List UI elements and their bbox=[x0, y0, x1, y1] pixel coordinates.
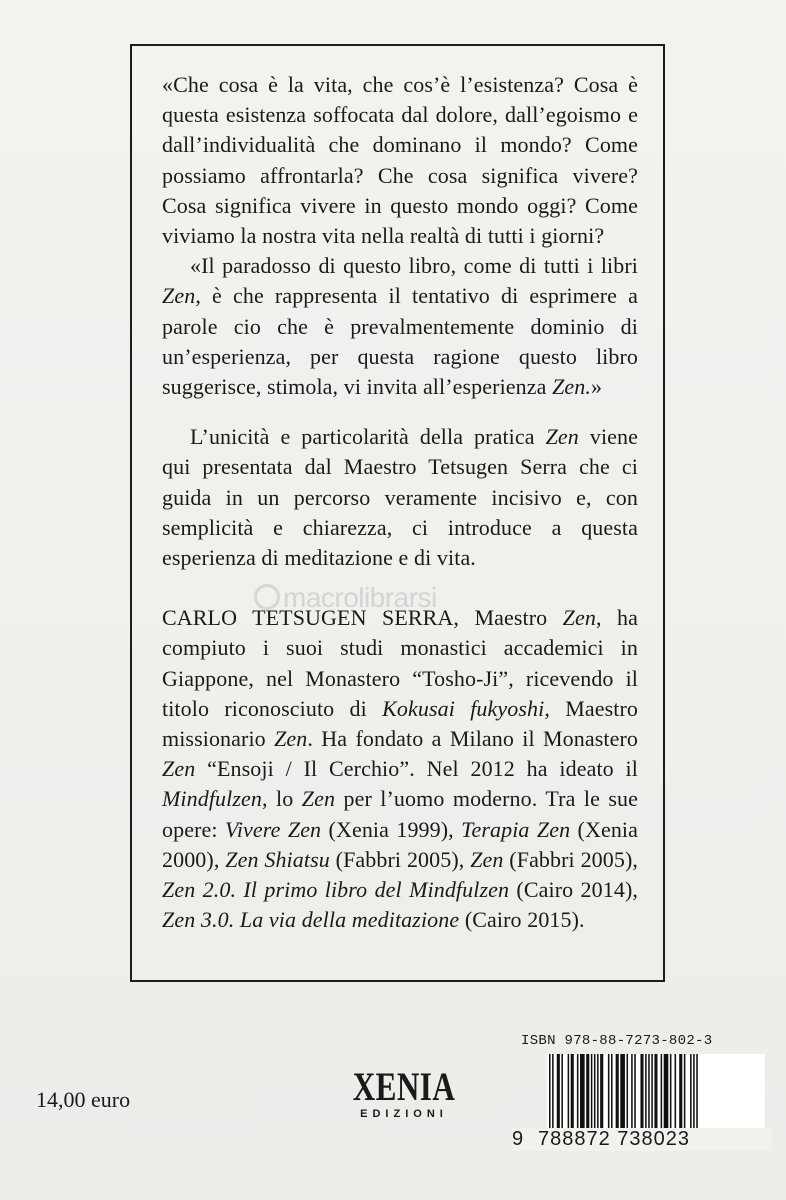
blurb-paragraph-1: «Che cosa è la vita, che cos’è l’esistenza? Cosa è questa esistenza soffocata dal dolore, dall’egoismo e dall’individualità che dominano il mondo? Come possiamo affrontarla? Che cosa significa vivere? Cosa significa vivere in questo mondo oggi? Come viviamo la nostra vita nella realtà di tutti i giorni? bbox=[162, 72, 638, 249]
blurb-paragraph-3: L’unicità e particolarità della pratica Zen viene qui presentata dal Maestro Tetsugen Serra che ci guida in un percorso veramente incisivo e, con semplicità e chiarezza, ci introduce a questa esperienza di meditazione e di vita. bbox=[162, 424, 638, 571]
author-bio: CARLO TETSUGEN SERRA, Maestro Zen, ha compiuto i suoi studi monastici accademici in Giappone, nel Monastero “Tosho-Ji”, ricevendo il titolo riconosciuto di Kokusai fukyoshi, Maestro missionario Zen. Ha fondato a Milano il Monastero Zen “Ensoji / Il Cerchio”. Nel 2012 ha ideato il Mindfulzen, lo Zen per l’uomo moderno. Tra le sue opere: Vivere Zen (Xenia 1999), Terapia Zen (Xenia 2000), Zen Shiatsu (Fabbri 2005), Zen (Fabbri 2005), Zen 2.0. Il primo libro del Mindfulzen (Cairo 2014), Zen 3.0. La via della meditazione (Cairo 2015). bbox=[162, 605, 639, 933]
publisher-logo bbox=[336, 1066, 472, 1120]
price: 14,00 euro bbox=[36, 1087, 131, 1112]
publisher-sub: EDIZIONI bbox=[360, 1108, 448, 1120]
barcode-bars bbox=[547, 1054, 765, 1139]
barcode-digits: 788872 738023 bbox=[538, 1128, 691, 1150]
barcode-digit-first: 9 bbox=[512, 1128, 525, 1150]
blurb-text bbox=[162, 70, 638, 935]
barcode bbox=[547, 1054, 765, 1139]
watermark: macrolibrarsi bbox=[283, 582, 437, 613]
isbn-label: ISBN 978-88-7273-802-3 bbox=[521, 1033, 713, 1049]
barcode-number bbox=[512, 1128, 772, 1151]
publisher-name: XENIA bbox=[352, 1064, 456, 1109]
blurb-paragraph-2: «Il paradosso di questo libro, come di tutti i libri Zen, è che rappresenta il tentativo di esprimere a parole cio che è prevalmentemente dominio di un’esperienza, per questa ragione questo libro suggerisce, stimola, vi invita all’esperienza Zen.» bbox=[162, 253, 638, 400]
watermark-logo-icon bbox=[254, 584, 280, 610]
